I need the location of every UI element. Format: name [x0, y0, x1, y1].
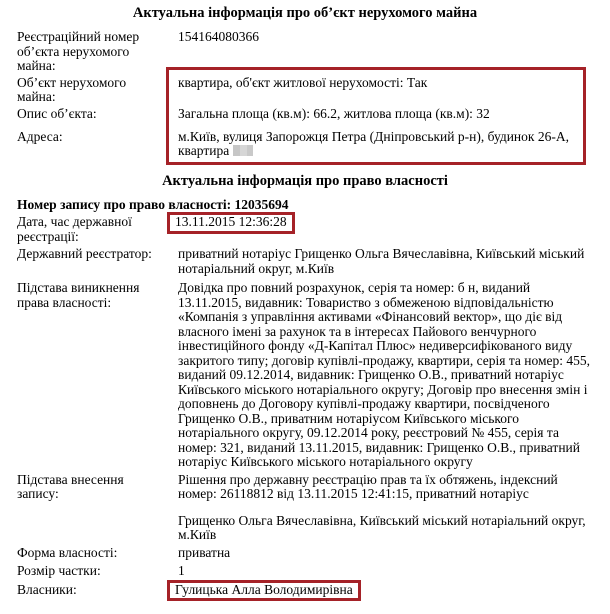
red-highlight-box-datetime	[167, 212, 295, 234]
share-size-label: Розмір частки:	[17, 563, 101, 578]
description-value: Загальна площа (кв.м): 66.2, житлова площа (кв.м): 32	[178, 105, 490, 121]
section2-title: Актуальна інформація про право власності	[162, 172, 448, 189]
field-row-reg-number	[17, 30, 593, 74]
record-basis-value	[166, 473, 593, 543]
ownership-form-value: приватна	[178, 544, 231, 560]
section1-title: Актуальна інформація про об’єкт нерухомого майна	[132, 5, 478, 21]
field-row-ownership-basis	[17, 281, 593, 470]
object-label: Об’єкт нерухомого майна:	[17, 74, 127, 104]
record-number-heading: Номер запису про право власності: 12035694	[17, 196, 289, 212]
owners-value: Гулицька Алла Володимирівна	[175, 581, 353, 597]
highlighted-field-group	[17, 76, 593, 159]
address-value	[166, 130, 593, 159]
ownership-basis-value: Довідка про повний розрахунок, серія та номер: б н, виданий 13.11.2015, видавник: Товариство з обмеженою відповідальністю «Компанія з управління активами «Фінансовий вектор», що діє від власного імені за рахунок та в інтересах Пайового венчурного інвестиційного фонду «Д-Капітал Плюс» недиверсифікованого виду закритого типу; договір купівлі-продажу, квартири, серія та номер: 455, виданий 09.12.2014, видавник: Грищенко О.В., приватний нотаріус Київського міського нотаріального округу; Договір про внесення змін і доповнень до Договору купівлі-продажу квартири, посвідченого Грищенко О.В., приватним нотаріусом Київського міського нотаріального округу, 09.12.2014 року, реєстровий № 455, серія та номер: 321, виданий 13.11.2015, видавник: Грищенко О.В., приватний нотаріус Київського міського нотаріального округу	[178, 280, 591, 469]
registrar-label: Державний реєстратор:	[17, 246, 152, 261]
red-highlight-box-owner	[167, 580, 361, 602]
field-row-owners	[17, 583, 593, 605]
reg-number-value: 154164080366	[178, 29, 259, 44]
ownership-form-label: Форма власності:	[17, 544, 118, 560]
reg-number-label: Реєстраційний номер об’єкта нерухомого майна:	[17, 29, 140, 73]
record-basis-paragraph-2: Грищенко Ольга Вячеславівна, Київський міський нотаріальний округ, м.Київ	[178, 512, 586, 542]
reg-datetime-value: 13.11.2015 12:36:28	[175, 214, 287, 229]
redacted-apartment-number	[233, 145, 253, 156]
share-size-value: 1	[178, 563, 185, 578]
record-basis-paragraph-1: Рішення про державну реєстрацію прав та їх обтяжень, індексний номер: 26118812 від 13.11.2015 12:41:15, приватний нотаріус	[178, 471, 558, 501]
record-basis-label: Підстава внесення запису:	[17, 471, 124, 501]
field-row-registrar	[17, 247, 593, 276]
ownership-basis-label: Підстава виникнення права власності:	[17, 280, 140, 310]
description-label: Опис об’єкта:	[17, 105, 97, 121]
field-row-share-size	[17, 564, 593, 579]
field-row-ownership-form	[17, 546, 593, 561]
reg-datetime-label: Дата, час державної реєстрації:	[17, 214, 132, 244]
field-row-reg-datetime	[17, 215, 593, 244]
field-row-record-basis	[17, 473, 593, 543]
address-label: Адреса:	[17, 128, 63, 144]
registrar-value: приватний нотаріус Грищенко Ольга Вячеславівна, Київський міський нотаріальний округ, м.Київ	[178, 246, 585, 276]
address-text: м.Київ, вулиця Запорожця Петра (Дніпровський р-н), будинок 26-А, квартира	[178, 128, 569, 158]
owners-label: Власники:	[17, 581, 77, 597]
object-value: квартира, об'єкт житлової нерухомості: Так	[178, 74, 428, 90]
